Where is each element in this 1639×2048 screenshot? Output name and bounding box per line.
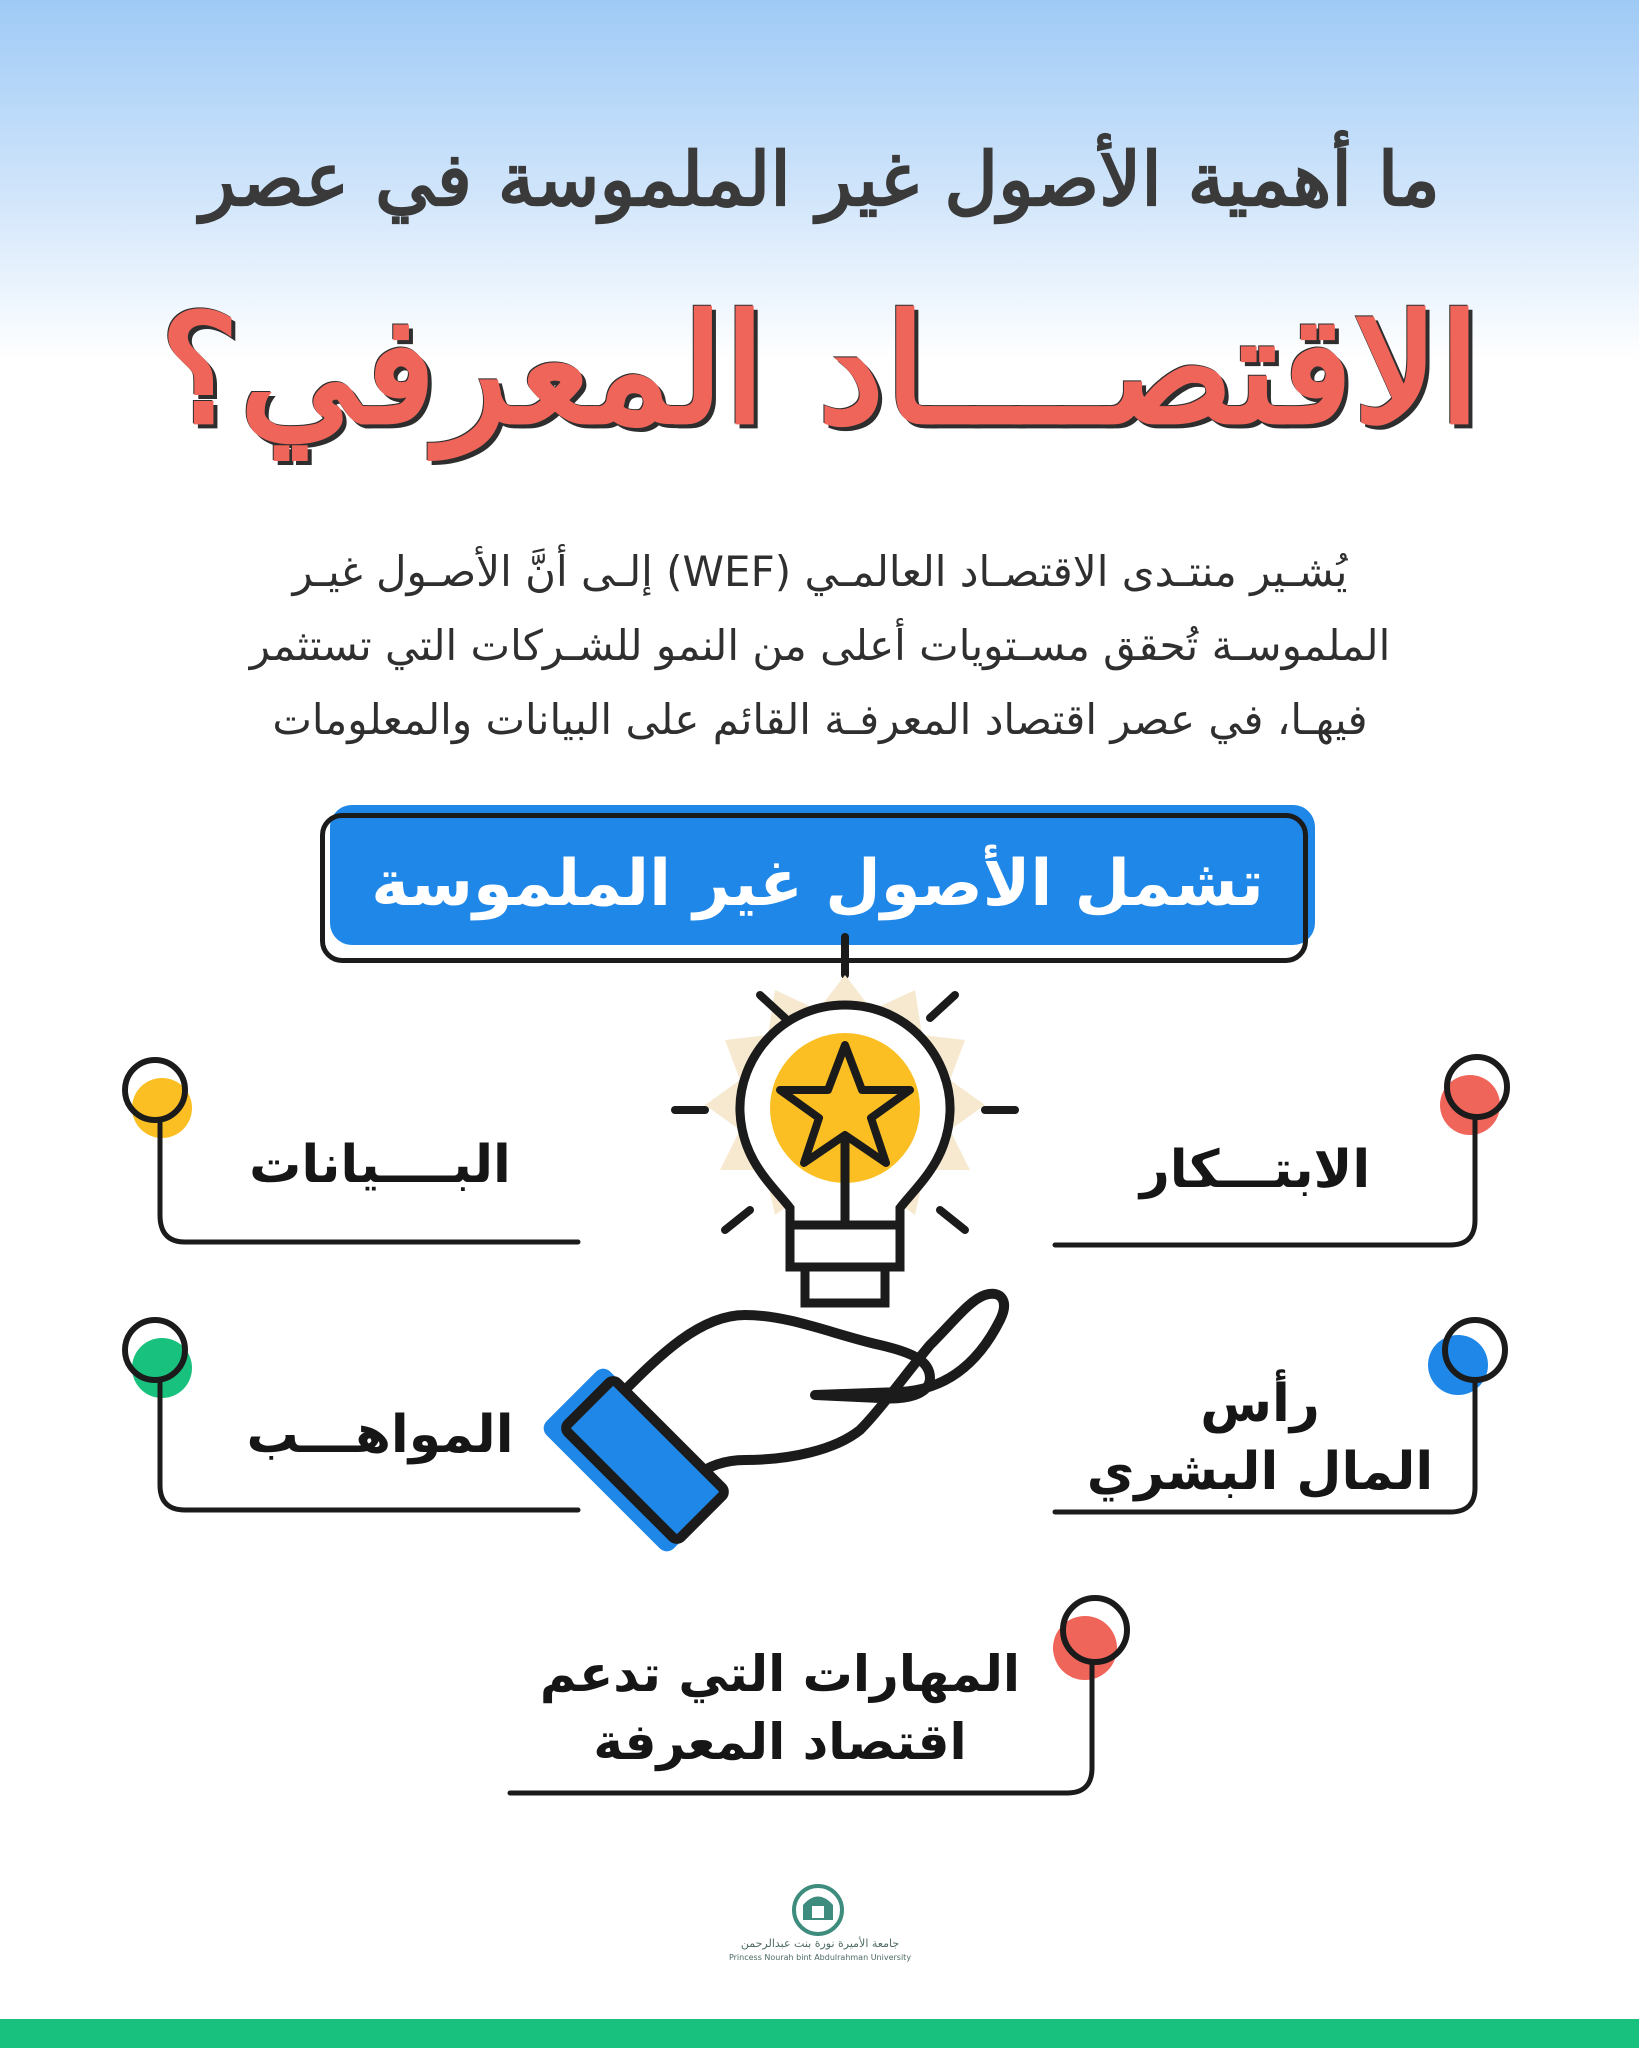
lightbulb-icon [675, 975, 1015, 1303]
hand-icon [540, 1294, 1004, 1556]
intro-line-2: الملموسـة تُحقق مسـتويات أعلى من النمو للشـركات التي تستثمر [249, 621, 1391, 670]
intro-line-3: فيهـا، في عصر اقتصاد المعرفـة القائم على البيانات والمعلومات [272, 695, 1368, 744]
asset-skills-line-2: اقتصاد المعرفة [593, 1713, 967, 1771]
asset-human-capital-line-1: رأس [1200, 1374, 1320, 1434]
logo-caption-arabic: جامعة الأميرة نورة بنت عبدالرحمن [740, 1937, 900, 1950]
banner-label: تشمل الأصول غير الملموسة [371, 847, 1264, 921]
university-logo [794, 1886, 842, 1934]
asset-skills [510, 1640, 1050, 1776]
asset-human-capital-line-2: المال البشري [1086, 1442, 1434, 1502]
asset-skills-line-1: المهارات التي تدعم [539, 1645, 1021, 1703]
intro-line-1: يُشـير منتـدى الاقتصـاد العالمـي (WEF) إلـى أنَّ الأصـول غيـر [292, 547, 1348, 596]
asset-human-capital [1060, 1370, 1460, 1506]
logo-caption-english: Princess Nourah bint Abdulrahman University [728, 1953, 912, 1962]
title-line-2: الاقتصــــاد المعرفي؟ [159, 282, 1481, 458]
asset-talents: المواهـــب [246, 1405, 514, 1465]
asset-data: البــــيانات [249, 1135, 511, 1195]
asset-innovation: الابتـــكار [1139, 1140, 1371, 1200]
bottom-accent-bar [0, 2019, 1639, 2048]
title-line-1: ما أهمية الأصول غير الملموسة في عصر [200, 137, 1440, 223]
